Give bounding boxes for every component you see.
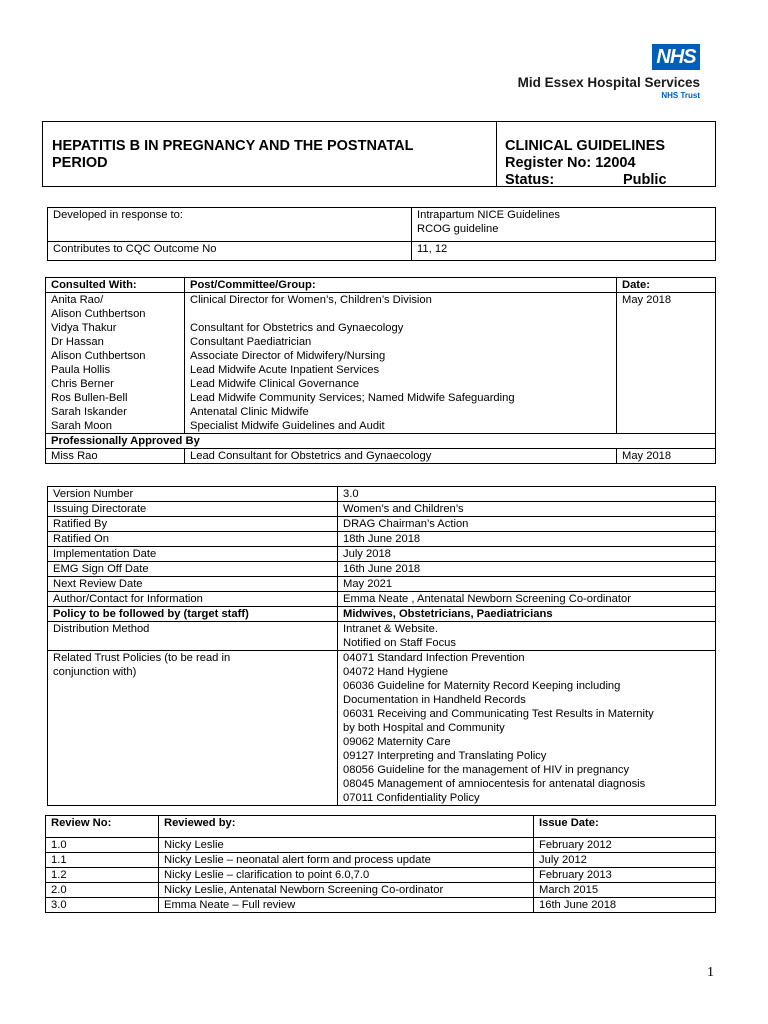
table-header-row [46,816,716,838]
table-row [48,547,716,562]
developed-label: Developed in response to: [48,208,412,242]
document-title [52,138,413,172]
reviewed-by: Nicky Leslie – clarification to point 6.0,7.0 [159,868,534,883]
reviewed-by: Emma Neate – Full review [159,898,534,913]
approved-header: Professionally Approved By [46,434,716,449]
table-row [46,838,716,853]
row-label: Ratified On [48,532,338,547]
table-row [46,434,716,449]
row-label: Distribution Method [48,622,338,651]
table-row [46,883,716,898]
review-no: 1.1 [46,853,159,868]
related-policies: 04071 Standard Infection Prevention 04072 Hand Hygiene 06036 Guideline for Maternity Record Keeping including Documentation in Handheld Records 06031 Receiving and Communicating Test Results in Maternity by both Hospital and Community 09062 Maternity Care 09127 Interpreting and Translating Policy 08056 Guideline for the management of HIV in pregnancy 08045 Management of amniocentesis for antenatal diagnosis 07011 Confidentiality Policy [338,651,716,806]
row-label: EMG Sign Off Date [48,562,338,577]
trust-subtitle: NHS Trust [661,91,700,100]
table-row [48,208,716,242]
review-no: 1.2 [46,868,159,883]
row-value: 18th June 2018 [338,532,716,547]
guideline-category: CLINICAL GUIDELINES [505,138,666,154]
title-line-1: HEPATITIS B IN PREGNANCY AND THE POSTNATAL [52,138,414,154]
table-row [46,868,716,883]
table-row [48,532,716,547]
review-no: 3.0 [46,898,159,913]
reviewed-by: Nicky Leslie – neonatal alert form and process update [159,853,534,868]
register-number: Register No: 12004 [505,155,636,171]
row-value: July 2018 [338,547,716,562]
related-label: Related Trust Policies (to be read in conjunction with) [48,651,338,806]
review-no: 2.0 [46,883,159,898]
row-value: Midwives, Obstetricians, Paediatricians [338,607,716,622]
col-header-issue-date: Issue Date: [534,816,716,838]
title-right-cell [505,138,667,189]
row-value: Emma Neate , Antenatal Newborn Screening Co-ordinator [338,592,716,607]
issue-date: July 2012 [534,853,716,868]
approved-post: Lead Consultant for Obstetrics and Gynaecology [185,449,617,464]
table-row [48,592,716,607]
issue-date: 16th June 2018 [534,898,716,913]
col-header-date: Date: [617,278,716,293]
approved-name: Miss Rao [46,449,185,464]
table-row [46,449,716,464]
cqc-label: Contributes to CQC Outcome No [48,242,412,261]
col-header-reviewed-by: Reviewed by: [159,816,534,838]
approved-date: May 2018 [617,449,716,464]
row-value: 3.0 [338,487,716,502]
issue-date: February 2013 [534,868,716,883]
row-value: Intranet & Website. Notified on Staff Focus [338,622,716,651]
status-line [505,172,667,189]
reviewed-by: Nicky Leslie, Antenatal Newborn Screening Co-ordinator [159,883,534,898]
table-row [48,487,716,502]
reviewed-by: Nicky Leslie [159,838,534,853]
table-header-row [46,278,716,293]
col-header-post: Post/Committee/Group: [185,278,617,293]
consulted-names: Anita Rao/ Alison Cuthbertson Vidya Thakur Dr Hassan Alison Cuthbertson Paula Hollis Chris Berner Ros Bullen-Bell Sarah Iskander Sarah Moon [46,293,185,434]
table-row [46,853,716,868]
row-label: Implementation Date [48,547,338,562]
table-row [46,898,716,913]
nhs-logo: NHS [652,44,700,70]
consulted-table [45,277,716,464]
review-table [45,815,716,913]
title-line-2: PERIOD [52,155,108,171]
table-row [48,517,716,532]
row-value: May 2021 [338,577,716,592]
consulted-posts: Clinical Director for Women’s, Children’s Division Consultant for Obstetrics and Gynaecology Consultant Paediatrician Associate Director of Midwifery/Nursing Lead Midwife Acute Inpatient Services Lead Midwife Clinical Governance Lead Midwife Community Services; Named Midwife Safeguarding Antenatal Clinic Midwife Specialist Midwife Guidelines and Audit [185,293,617,434]
table-row [46,293,716,434]
developed-table [47,207,716,261]
row-label: Author/Contact for Information [48,592,338,607]
row-label: Ratified By [48,517,338,532]
col-header-consulted: Consulted With: [46,278,185,293]
row-label: Next Review Date [48,577,338,592]
row-label: Version Number [48,487,338,502]
row-value: Women’s and Children’s [338,502,716,517]
cqc-value: 11, 12 [412,242,716,261]
col-header-review-no: Review No: [46,816,159,838]
version-table [47,486,716,806]
trust-name: Mid Essex Hospital Services [517,75,700,90]
table-row [48,651,716,806]
row-value: 16th June 2018 [338,562,716,577]
title-left-cell [43,122,497,186]
consulted-date: May 2018 [617,293,716,434]
review-no: 1.0 [46,838,159,853]
table-row [48,502,716,517]
status-value: Public [623,172,667,188]
issue-date: February 2012 [534,838,716,853]
page-number: 1 [707,965,714,980]
row-value: DRAG Chairman’s Action [338,517,716,532]
table-row [48,562,716,577]
status-label: Status: [505,172,555,188]
row-label: Issuing Directorate [48,502,338,517]
table-row [48,577,716,592]
title-box [42,121,716,187]
table-row [48,242,716,261]
row-label: Policy to be followed by (target staff) [48,607,338,622]
table-row [48,607,716,622]
issue-date: March 2015 [534,883,716,898]
table-row [48,622,716,651]
developed-value: Intrapartum NICE Guidelines RCOG guideline [412,208,716,242]
